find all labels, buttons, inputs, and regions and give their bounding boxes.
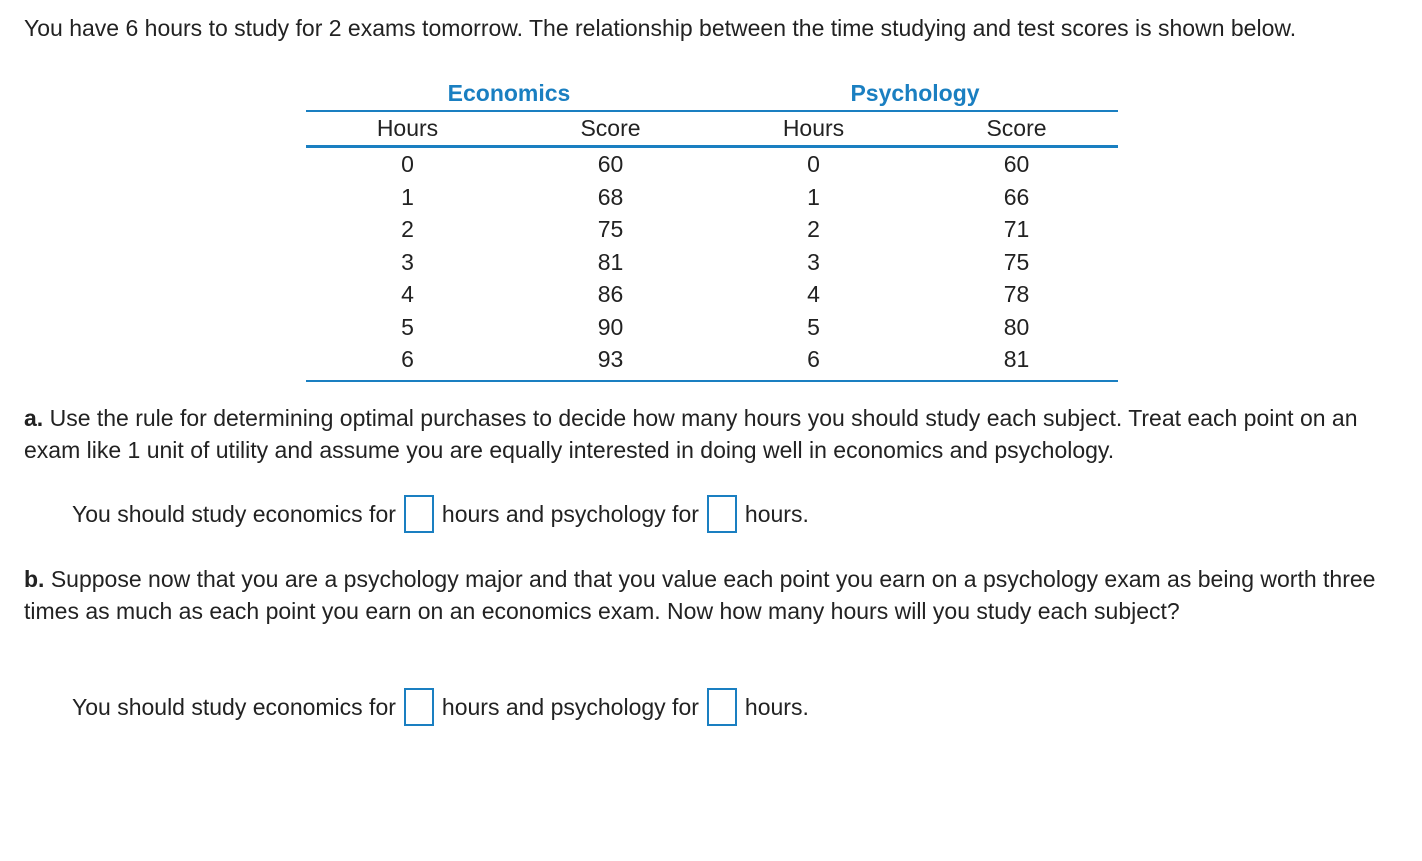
table-row xyxy=(306,278,1118,311)
part-b-question xyxy=(24,563,1404,627)
group-header-psychology: Psychology xyxy=(850,80,980,106)
table-cell: 5 xyxy=(807,313,820,340)
table-cell: 75 xyxy=(597,216,624,242)
study-score-table xyxy=(306,76,1118,382)
table-row xyxy=(306,311,1118,344)
table-group-headers xyxy=(306,76,1118,112)
table-cell: 4 xyxy=(807,281,820,307)
table-row xyxy=(306,148,1118,181)
part-b-text: Suppose now that you are a psychology major and that you value each point you earn on a psychology exam as being worth three times as much as each point you earn on an economics exam. Now how many hours will you study each subject? xyxy=(24,566,1376,624)
part-b-psychology-hours-input[interactable] xyxy=(707,688,737,726)
table-cell: 81 xyxy=(1003,346,1030,372)
table-cell: 2 xyxy=(401,216,414,242)
table-cell: 71 xyxy=(1003,216,1030,242)
table-cell: 81 xyxy=(597,248,624,275)
part-a-answer-middle: hours and psychology for xyxy=(441,500,699,527)
table-cell: 1 xyxy=(807,183,820,210)
table-cell: 2 xyxy=(807,216,820,242)
table-cell: 75 xyxy=(1003,248,1030,275)
table-row xyxy=(306,343,1118,376)
part-a-economics-hours-input[interactable] xyxy=(404,495,434,533)
column-header-economics-hours: Hours xyxy=(376,115,439,141)
part-a-psychology-hours-input[interactable] xyxy=(707,495,737,533)
part-b-answer-suffix: hours. xyxy=(744,693,809,720)
part-b-label: b. xyxy=(24,566,45,592)
part-a-answer-suffix: hours. xyxy=(744,500,809,527)
table-cell: 5 xyxy=(401,313,414,340)
table-cell: 78 xyxy=(1003,281,1030,307)
part-a-question xyxy=(24,402,1404,466)
part-b-answer-line xyxy=(72,686,809,728)
table-column-headers xyxy=(306,112,1118,148)
part-a-answer-line xyxy=(72,493,809,535)
part-b-answer-prefix: You should study economics for xyxy=(72,693,396,720)
table-body xyxy=(306,148,1118,382)
table-cell: 1 xyxy=(401,183,414,210)
table-row xyxy=(306,181,1118,214)
part-a-answer-prefix: You should study economics for xyxy=(72,500,396,527)
column-header-psychology-hours: Hours xyxy=(782,115,845,141)
column-header-economics-score: Score xyxy=(580,115,641,141)
table-cell: 0 xyxy=(807,151,820,177)
part-a-text: Use the rule for determining optimal purchases to decide how many hours you should study each subject. Treat each point on an exam like 1 unit of utility and assume you are equally interested in doing well in economics and psychology. xyxy=(24,405,1358,463)
table-cell: 3 xyxy=(807,248,820,275)
table-cell: 90 xyxy=(597,313,624,340)
table-row xyxy=(306,246,1118,279)
table-cell: 0 xyxy=(401,151,414,177)
problem-intro: You have 6 hours to study for 2 exams tomorrow. The relationship between the time studying and test scores is shown below. xyxy=(24,15,1297,41)
column-header-psychology-score: Score xyxy=(986,115,1047,141)
table-cell: 68 xyxy=(597,183,624,210)
part-b-answer-middle: hours and psychology for xyxy=(441,693,699,720)
table-cell: 86 xyxy=(597,281,624,307)
table-cell: 60 xyxy=(1003,151,1030,177)
part-a-label: a. xyxy=(24,405,44,431)
table-cell: 4 xyxy=(401,281,414,307)
part-b-economics-hours-input[interactable] xyxy=(404,688,434,726)
table-cell: 93 xyxy=(597,346,624,372)
table-cell: 60 xyxy=(597,151,624,177)
table-cell: 6 xyxy=(401,346,414,372)
table-cell: 3 xyxy=(401,248,414,275)
table-cell: 66 xyxy=(1003,183,1030,210)
group-header-economics: Economics xyxy=(447,80,571,106)
table-cell: 80 xyxy=(1003,313,1030,340)
table-row xyxy=(306,213,1118,246)
table-cell: 6 xyxy=(807,346,820,372)
